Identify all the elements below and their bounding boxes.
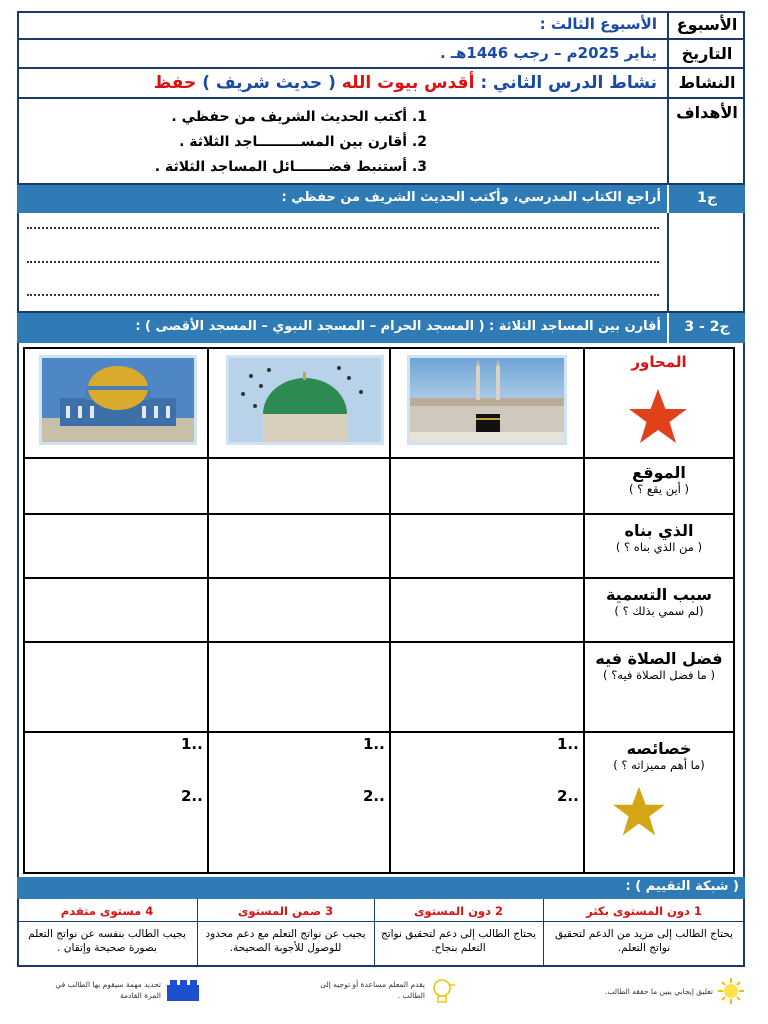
red-star-icon: [627, 387, 689, 445]
item-1-haram: 1..: [557, 735, 579, 753]
rubric-level-3-head: 3 ضمن المستوى: [237, 904, 334, 918]
footer-note-right: تعليق إيجابي يبين ما حققه الطالب.: [605, 987, 713, 996]
objective-1: 1. أكتب الحديث الشريف من حفظي .: [171, 109, 427, 125]
objectives-label: الأهداف: [667, 99, 745, 185]
item-1-nabawi: 1..: [363, 735, 385, 753]
objective-3: 3. أستنبط فضـــــــائل المساجد الثلاثة .: [154, 159, 427, 175]
rubric-level-1-head: 1 دون المستوى بكثر: [586, 904, 702, 918]
activity-hadith: ( حديث شريف ): [202, 73, 336, 93]
sun-icon: [717, 977, 745, 1005]
footer-note-left: تحديد مهمة سيقوم بها الطالب في المرة القادمة: [55, 980, 161, 1000]
row-subtitle: ( ما أهم مميزاته ؟): [613, 758, 705, 772]
rubric-title: ( شبكة التقييم ) :: [17, 877, 745, 899]
masjid-aqsa-image: [39, 355, 197, 445]
item-2-aqsa: 2..: [181, 787, 203, 805]
date-value: يناير 2025م – رجب 1446هـ .: [439, 44, 657, 62]
answer-line[interactable]: [27, 261, 659, 263]
rubric-level-4-desc: يجيب الطالب بنفسه عن نواتج التعلم بصورة صحيحة وإتقان .: [28, 928, 186, 954]
gold-star-icon: [611, 785, 667, 837]
week-value: الأسبوع الثالث :: [539, 15, 657, 33]
footer-note-middle: يقدم المعلم مساعدة أو توجيه إلى الطالب .: [320, 980, 425, 1000]
objectives-list: [17, 105, 427, 180]
answer-cell[interactable]: [209, 459, 389, 513]
activity-label: النشاط: [667, 69, 745, 99]
date-label: التاريخ: [667, 40, 745, 69]
item-2-haram: 2..: [557, 787, 579, 805]
item-1-aqsa: 1..: [181, 735, 203, 753]
answer-cell[interactable]: [25, 459, 207, 513]
answer-line[interactable]: [27, 227, 659, 229]
rubric-level-2-head: 2 دون المستوى: [413, 904, 503, 918]
q1-text: أراجع الكتاب المدرسي، وأكتب الحديث الشريف من حفظي :: [17, 185, 667, 213]
masjid-haram-image: [407, 355, 567, 445]
row-subtitle: ( أين يقع ؟ ): [628, 482, 690, 496]
week-label: الأسبوع: [667, 11, 745, 40]
activity-title: أقدس بيوت الله: [341, 73, 475, 93]
rubric-level-2-desc: يحتاج الطالب إلى دعم لتحقيق نواتج التعلم بنجاح.: [380, 928, 537, 954]
row-title: الذي بناه: [624, 521, 694, 540]
q23-text: أقارن بين المساجد الثلاثة : ( المسجد الحرام – المسجد النبوي – المسجد الأقصى ) :: [17, 313, 667, 343]
lego-block-icon: [165, 977, 201, 1003]
activity-memorize: حفظ: [153, 73, 197, 93]
row-subtitle: ( ما فضل الصلاة فيه؟ ): [603, 668, 715, 682]
q1-number: ج1: [667, 185, 745, 213]
axes-title: المحاور: [631, 353, 687, 371]
answer-cell[interactable]: [391, 459, 583, 513]
objective-2: 2. أقارن بين المســـــــــاجد الثلاثة .: [179, 134, 427, 150]
rubric-level-3-desc: يجيب عن نواتج التعلم مع دعم محدود للوصول للأجوبة الصحيحة.: [205, 928, 366, 954]
answer-line[interactable]: [27, 294, 659, 296]
activity-prefix: نشاط الدرس الثاني :: [480, 73, 657, 93]
row-naming: [585, 581, 733, 639]
activity-value: [17, 69, 661, 99]
q23-number: ج2 - 3: [667, 313, 745, 343]
rubric-level-4-head: 4 مستوى متقدم: [60, 904, 154, 918]
row-title: فضل الصلاة فيه: [595, 649, 723, 668]
lightbulb-icon: [431, 977, 457, 1007]
row-prayer-virtue: [585, 645, 733, 729]
item-2-nabawi: 2..: [363, 787, 385, 805]
row-title: الموقع: [632, 463, 686, 482]
row-subtitle: ( لم سمي بذلك ؟): [614, 604, 704, 618]
masjid-nabawi-image: [226, 355, 384, 445]
worksheet: [17, 11, 745, 1011]
row-title: خصائصه: [626, 739, 692, 758]
row-builder: [585, 517, 733, 575]
row-title: سبب التسمية: [605, 585, 713, 604]
row-subtitle: ( من الذي بناه ؟ ): [615, 540, 703, 554]
row-location: [585, 461, 733, 511]
rubric-level-1-desc: يحتاج الطالب إلى مزيد من الدعم لتحقيق نواتج التعلم.: [555, 928, 733, 954]
